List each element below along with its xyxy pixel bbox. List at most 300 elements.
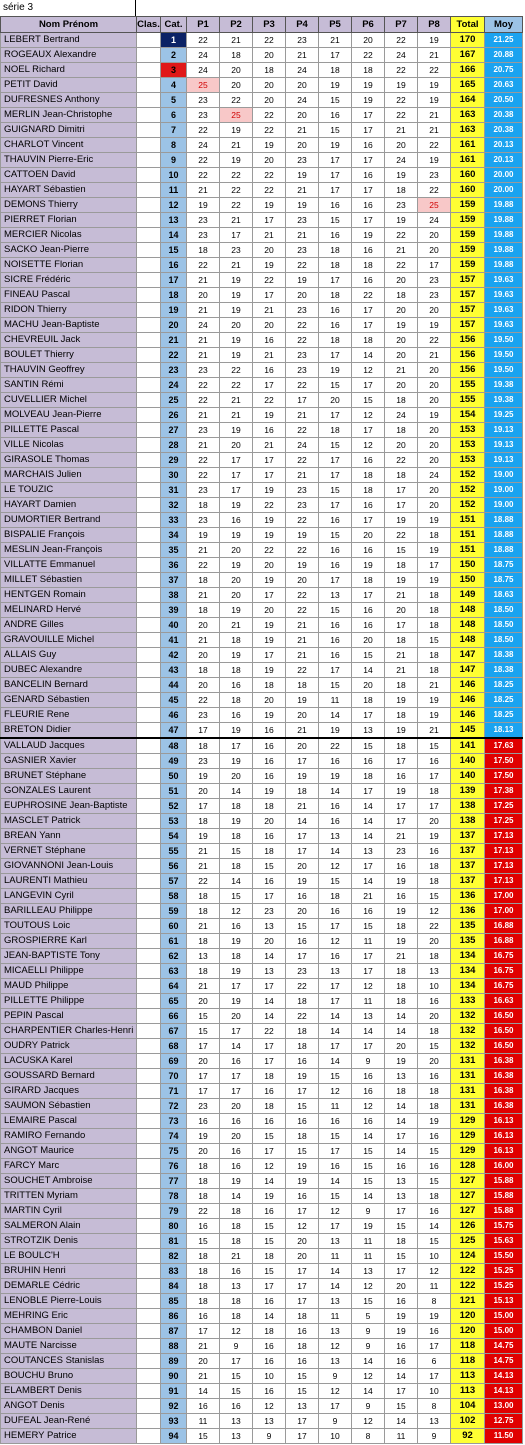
score-p3: 19 bbox=[253, 138, 286, 153]
player-name: FLEURIE Rene bbox=[1, 708, 137, 723]
player-name: GRAVOUILLE Michel bbox=[1, 633, 137, 648]
score-p4: 17 bbox=[286, 1294, 319, 1309]
score-p6: 17 bbox=[352, 108, 385, 123]
moy-cell: 17.50 bbox=[485, 769, 523, 784]
score-p4: 23 bbox=[286, 153, 319, 168]
score-p4: 23 bbox=[286, 363, 319, 378]
score-p2: 23 bbox=[220, 243, 253, 258]
table-row bbox=[1, 769, 523, 784]
score-p2: 17 bbox=[220, 1069, 253, 1084]
total-cell: 148 bbox=[451, 618, 485, 633]
score-p3: 12 bbox=[253, 1159, 286, 1174]
total-cell: 127 bbox=[451, 1189, 485, 1204]
score-p1: 23 bbox=[187, 93, 220, 108]
score-p2: 19 bbox=[220, 1174, 253, 1189]
score-p5: 9 bbox=[319, 1414, 352, 1429]
score-p8: 14 bbox=[418, 1219, 451, 1234]
score-p3: 18 bbox=[253, 1099, 286, 1114]
total-cell: 160 bbox=[451, 168, 485, 183]
score-p2: 18 bbox=[220, 829, 253, 844]
score-p7: 18 bbox=[385, 708, 418, 723]
score-p4: 17 bbox=[286, 829, 319, 844]
score-p7: 19 bbox=[385, 78, 418, 93]
score-p8: 11 bbox=[418, 1279, 451, 1294]
score-p4: 15 bbox=[286, 1144, 319, 1159]
score-p4: 24 bbox=[286, 63, 319, 78]
clas-cell bbox=[137, 889, 161, 904]
player-name: ANGOT Maurice bbox=[1, 1144, 137, 1159]
score-p5: 20 bbox=[319, 393, 352, 408]
score-p5: 11 bbox=[319, 1309, 352, 1324]
score-p3: 19 bbox=[253, 198, 286, 213]
score-p6: 16 bbox=[352, 754, 385, 769]
score-p4: 12 bbox=[286, 1219, 319, 1234]
score-p7: 22 bbox=[385, 93, 418, 108]
clas-cell bbox=[137, 153, 161, 168]
score-p5: 17 bbox=[319, 273, 352, 288]
player-name: GENARD Sébastien bbox=[1, 693, 137, 708]
header-row bbox=[1, 17, 523, 33]
score-p7: 17 bbox=[385, 814, 418, 829]
score-p1: 21 bbox=[187, 633, 220, 648]
table-row bbox=[1, 648, 523, 663]
score-p5: 18 bbox=[319, 288, 352, 303]
score-p3: 21 bbox=[253, 228, 286, 243]
score-p4: 19 bbox=[286, 693, 319, 708]
player-name: PETIT David bbox=[1, 78, 137, 93]
clas-cell bbox=[137, 1354, 161, 1369]
score-p7: 17 bbox=[385, 1384, 418, 1399]
score-p7: 20 bbox=[385, 138, 418, 153]
score-p8: 18 bbox=[418, 588, 451, 603]
table-row bbox=[1, 1324, 523, 1339]
clas-cell bbox=[137, 288, 161, 303]
score-p4: 18 bbox=[286, 1129, 319, 1144]
score-p2: 17 bbox=[220, 453, 253, 468]
header-name: Nom Prénom bbox=[1, 17, 137, 33]
score-p7: 17 bbox=[385, 618, 418, 633]
score-p2: 18 bbox=[220, 1204, 253, 1219]
table-row bbox=[1, 528, 523, 543]
score-p2: 19 bbox=[220, 723, 253, 739]
moy-cell: 18.88 bbox=[485, 513, 523, 528]
player-name: MARTIN Cyril bbox=[1, 1204, 137, 1219]
score-p7: 19 bbox=[385, 1054, 418, 1069]
score-p8: 19 bbox=[418, 318, 451, 333]
score-p3: 15 bbox=[253, 859, 286, 874]
score-p2: 19 bbox=[220, 994, 253, 1009]
score-p8: 16 bbox=[418, 844, 451, 859]
score-p5: 18 bbox=[319, 258, 352, 273]
score-p8: 21 bbox=[418, 723, 451, 739]
score-p3: 15 bbox=[253, 1129, 286, 1144]
series-label: série 3 bbox=[3, 2, 34, 13]
clas-cell bbox=[137, 1219, 161, 1234]
moy-cell: 15.25 bbox=[485, 1264, 523, 1279]
score-p8: 20 bbox=[418, 303, 451, 318]
cat-cell: 55 bbox=[161, 844, 187, 859]
clas-cell bbox=[137, 859, 161, 874]
total-cell: 164 bbox=[451, 93, 485, 108]
score-p7: 18 bbox=[385, 288, 418, 303]
moy-cell: 15.25 bbox=[485, 1279, 523, 1294]
score-p3: 18 bbox=[253, 1249, 286, 1264]
clas-cell bbox=[137, 1339, 161, 1354]
score-p4: 22 bbox=[286, 378, 319, 393]
score-p8: 21 bbox=[418, 123, 451, 138]
player-name: OUDRY Patrick bbox=[1, 1039, 137, 1054]
moy-cell: 15.00 bbox=[485, 1309, 523, 1324]
score-p3: 16 bbox=[253, 874, 286, 889]
score-p3: 20 bbox=[253, 243, 286, 258]
player-name: VILLATTE Emmanuel bbox=[1, 558, 137, 573]
score-p6: 19 bbox=[352, 558, 385, 573]
score-p4: 22 bbox=[286, 588, 319, 603]
clas-cell bbox=[137, 1039, 161, 1054]
score-p7: 14 bbox=[385, 1144, 418, 1159]
score-p4: 22 bbox=[286, 513, 319, 528]
clas-cell bbox=[137, 603, 161, 618]
moy-cell: 16.13 bbox=[485, 1144, 523, 1159]
total-cell: 152 bbox=[451, 483, 485, 498]
table-row bbox=[1, 964, 523, 979]
clas-cell bbox=[137, 93, 161, 108]
score-p6: 12 bbox=[352, 1099, 385, 1114]
score-p4: 19 bbox=[286, 769, 319, 784]
score-p5: 16 bbox=[319, 303, 352, 318]
moy-cell: 19.88 bbox=[485, 198, 523, 213]
moy-cell: 17.25 bbox=[485, 814, 523, 829]
score-p6: 12 bbox=[352, 408, 385, 423]
score-p7: 24 bbox=[385, 153, 418, 168]
score-p3: 14 bbox=[253, 1309, 286, 1324]
score-p4: 23 bbox=[286, 303, 319, 318]
cat-cell: 63 bbox=[161, 964, 187, 979]
score-p8: 20 bbox=[418, 378, 451, 393]
score-p8: 20 bbox=[418, 243, 451, 258]
table-row bbox=[1, 633, 523, 648]
score-p7: 19 bbox=[385, 318, 418, 333]
total-cell: 132 bbox=[451, 1024, 485, 1039]
cat-cell: 46 bbox=[161, 708, 187, 723]
player-name: SALMERON Alain bbox=[1, 1219, 137, 1234]
clas-cell bbox=[137, 543, 161, 558]
total-cell: 152 bbox=[451, 498, 485, 513]
score-p4: 22 bbox=[286, 318, 319, 333]
cat-cell: 29 bbox=[161, 453, 187, 468]
score-p6: 16 bbox=[352, 168, 385, 183]
header-total: Total bbox=[451, 17, 485, 33]
score-p4: 19 bbox=[286, 558, 319, 573]
score-p3: 22 bbox=[253, 168, 286, 183]
table-row bbox=[1, 258, 523, 273]
total-cell: 120 bbox=[451, 1324, 485, 1339]
total-cell: 113 bbox=[451, 1384, 485, 1399]
player-name: STROTZIK Denis bbox=[1, 1234, 137, 1249]
total-cell: 133 bbox=[451, 994, 485, 1009]
score-p3: 22 bbox=[253, 108, 286, 123]
score-p5: 16 bbox=[319, 1159, 352, 1174]
total-cell: 121 bbox=[451, 1294, 485, 1309]
total-cell: 127 bbox=[451, 1174, 485, 1189]
clas-cell bbox=[137, 1249, 161, 1264]
score-p1: 23 bbox=[187, 363, 220, 378]
score-p8: 12 bbox=[418, 1264, 451, 1279]
score-p4: 23 bbox=[286, 33, 319, 48]
clas-cell bbox=[137, 558, 161, 573]
score-p8: 19 bbox=[418, 708, 451, 723]
score-p2: 20 bbox=[220, 1129, 253, 1144]
score-p4: 16 bbox=[286, 934, 319, 949]
score-p7: 20 bbox=[385, 1039, 418, 1054]
table-row bbox=[1, 1039, 523, 1054]
moy-cell: 15.75 bbox=[485, 1219, 523, 1234]
score-p6: 18 bbox=[352, 63, 385, 78]
score-p8: 20 bbox=[418, 934, 451, 949]
cat-cell: 57 bbox=[161, 874, 187, 889]
moy-cell: 20.00 bbox=[485, 183, 523, 198]
score-p3: 19 bbox=[253, 258, 286, 273]
score-p8: 22 bbox=[418, 183, 451, 198]
moy-cell: 17.38 bbox=[485, 784, 523, 799]
player-name: MELINARD Hervé bbox=[1, 603, 137, 618]
score-p7: 18 bbox=[385, 633, 418, 648]
score-p5: 19 bbox=[319, 363, 352, 378]
score-p3: 13 bbox=[253, 919, 286, 934]
total-cell: 159 bbox=[451, 198, 485, 213]
player-name: HAYART Damien bbox=[1, 498, 137, 513]
score-p5: 16 bbox=[319, 618, 352, 633]
total-cell: 146 bbox=[451, 693, 485, 708]
score-p4: 17 bbox=[286, 1279, 319, 1294]
score-p6: 18 bbox=[352, 693, 385, 708]
clas-cell bbox=[137, 528, 161, 543]
score-p7: 24 bbox=[385, 48, 418, 63]
score-p4: 19 bbox=[286, 1159, 319, 1174]
total-cell: 151 bbox=[451, 513, 485, 528]
table-row bbox=[1, 1009, 523, 1024]
moy-cell: 18.13 bbox=[485, 723, 523, 739]
table-row bbox=[1, 1384, 523, 1399]
table-row bbox=[1, 198, 523, 213]
cat-cell: 20 bbox=[161, 318, 187, 333]
score-p4: 22 bbox=[286, 979, 319, 994]
score-p3: 15 bbox=[253, 1219, 286, 1234]
score-p1: 17 bbox=[187, 799, 220, 814]
total-cell: 131 bbox=[451, 1084, 485, 1099]
total-cell: 140 bbox=[451, 769, 485, 784]
score-p5: 17 bbox=[319, 1399, 352, 1414]
score-p6: 9 bbox=[352, 1324, 385, 1339]
score-p3: 22 bbox=[253, 123, 286, 138]
score-p8: 13 bbox=[418, 1414, 451, 1429]
score-p4: 21 bbox=[286, 408, 319, 423]
score-p6: 19 bbox=[352, 93, 385, 108]
player-name: BREAN Yann bbox=[1, 829, 137, 844]
cat-cell: 90 bbox=[161, 1369, 187, 1384]
score-p1: 22 bbox=[187, 258, 220, 273]
ranking-table bbox=[0, 16, 523, 1444]
score-p7: 16 bbox=[385, 889, 418, 904]
score-p7: 18 bbox=[385, 183, 418, 198]
score-p5: 9 bbox=[319, 1369, 352, 1384]
clas-cell bbox=[137, 213, 161, 228]
total-cell: 156 bbox=[451, 363, 485, 378]
clas-cell bbox=[137, 1399, 161, 1414]
score-p2: 19 bbox=[220, 348, 253, 363]
moy-cell: 16.75 bbox=[485, 964, 523, 979]
score-p5: 17 bbox=[319, 1039, 352, 1054]
player-name: DUFEAL Jean-René bbox=[1, 1414, 137, 1429]
total-cell: 140 bbox=[451, 754, 485, 769]
score-p1: 18 bbox=[187, 934, 220, 949]
score-p6: 20 bbox=[352, 33, 385, 48]
total-cell: 134 bbox=[451, 979, 485, 994]
score-p6: 17 bbox=[352, 123, 385, 138]
score-p7: 19 bbox=[385, 693, 418, 708]
table-row bbox=[1, 453, 523, 468]
score-p6: 18 bbox=[352, 483, 385, 498]
score-p6: 12 bbox=[352, 1369, 385, 1384]
score-p8: 10 bbox=[418, 979, 451, 994]
score-p7: 20 bbox=[385, 273, 418, 288]
moy-cell: 11.50 bbox=[485, 1429, 523, 1444]
score-p7: 18 bbox=[385, 738, 418, 754]
score-p8: 8 bbox=[418, 1399, 451, 1414]
player-name: SACKO Jean-Pierre bbox=[1, 243, 137, 258]
total-cell: 149 bbox=[451, 588, 485, 603]
header-cat: Cat. bbox=[161, 17, 187, 33]
score-p5: 17 bbox=[319, 348, 352, 363]
score-p7: 14 bbox=[385, 1099, 418, 1114]
score-p1: 21 bbox=[187, 438, 220, 453]
score-p5: 13 bbox=[319, 1294, 352, 1309]
score-p2: 17 bbox=[220, 738, 253, 754]
table-row bbox=[1, 723, 523, 739]
score-p2: 21 bbox=[220, 393, 253, 408]
score-p6: 15 bbox=[352, 738, 385, 754]
player-name: CHARPENTIER Charles-Henri bbox=[1, 1024, 137, 1039]
player-name: MESLIN Jean-François bbox=[1, 543, 137, 558]
table-row bbox=[1, 288, 523, 303]
header-moy: Moy bbox=[485, 17, 523, 33]
cat-cell: 25 bbox=[161, 393, 187, 408]
score-p5: 17 bbox=[319, 1144, 352, 1159]
score-p7: 18 bbox=[385, 919, 418, 934]
cat-cell: 23 bbox=[161, 363, 187, 378]
score-p6: 12 bbox=[352, 363, 385, 378]
score-p1: 20 bbox=[187, 994, 220, 1009]
score-p7: 21 bbox=[385, 829, 418, 844]
clas-cell bbox=[137, 829, 161, 844]
table-row bbox=[1, 108, 523, 123]
score-p7: 18 bbox=[385, 393, 418, 408]
score-p1: 18 bbox=[187, 573, 220, 588]
player-name: DUFRESNES Anthony bbox=[1, 93, 137, 108]
player-name: NOISETTE Florian bbox=[1, 258, 137, 273]
cat-cell: 49 bbox=[161, 754, 187, 769]
score-p1: 21 bbox=[187, 844, 220, 859]
total-cell: 148 bbox=[451, 633, 485, 648]
score-p2: 18 bbox=[220, 633, 253, 648]
clas-cell bbox=[137, 799, 161, 814]
score-p5: 17 bbox=[319, 979, 352, 994]
cat-cell: 93 bbox=[161, 1414, 187, 1429]
clas-cell bbox=[137, 303, 161, 318]
player-name: GIRASOLE Thomas bbox=[1, 453, 137, 468]
cat-cell: 4 bbox=[161, 78, 187, 93]
score-p7: 18 bbox=[385, 558, 418, 573]
score-p5: 12 bbox=[319, 859, 352, 874]
score-p3: 15 bbox=[253, 1234, 286, 1249]
cat-cell: 60 bbox=[161, 919, 187, 934]
player-name: BOUCHU Bruno bbox=[1, 1369, 137, 1384]
player-name: THAUVIN Geoffrey bbox=[1, 363, 137, 378]
cat-cell: 3 bbox=[161, 63, 187, 78]
total-cell: 155 bbox=[451, 378, 485, 393]
cat-cell: 37 bbox=[161, 573, 187, 588]
total-cell: 138 bbox=[451, 799, 485, 814]
clas-cell bbox=[137, 1054, 161, 1069]
player-name: DEMONS Thierry bbox=[1, 198, 137, 213]
cat-cell: 83 bbox=[161, 1264, 187, 1279]
player-name: CHEVREUIL Jack bbox=[1, 333, 137, 348]
score-p5: 19 bbox=[319, 723, 352, 739]
score-p3: 16 bbox=[253, 1354, 286, 1369]
moy-cell: 16.50 bbox=[485, 1039, 523, 1054]
score-p1: 18 bbox=[187, 243, 220, 258]
score-p8: 20 bbox=[418, 363, 451, 378]
score-p5: 15 bbox=[319, 528, 352, 543]
score-p4: 21 bbox=[286, 468, 319, 483]
score-p1: 23 bbox=[187, 213, 220, 228]
score-p6: 15 bbox=[352, 648, 385, 663]
score-p8: 20 bbox=[418, 814, 451, 829]
score-p7: 15 bbox=[385, 1219, 418, 1234]
total-cell: 141 bbox=[451, 738, 485, 754]
score-p5: 16 bbox=[319, 648, 352, 663]
score-p8: 17 bbox=[418, 799, 451, 814]
score-p1: 18 bbox=[187, 889, 220, 904]
score-p5: 17 bbox=[319, 468, 352, 483]
score-p8: 15 bbox=[418, 633, 451, 648]
score-p6: 19 bbox=[352, 228, 385, 243]
cat-cell: 30 bbox=[161, 468, 187, 483]
score-p2: 19 bbox=[220, 648, 253, 663]
score-p3: 14 bbox=[253, 994, 286, 1009]
table-row bbox=[1, 799, 523, 814]
moy-cell: 18.25 bbox=[485, 708, 523, 723]
score-p1: 24 bbox=[187, 48, 220, 63]
moy-cell: 19.63 bbox=[485, 318, 523, 333]
total-cell: 170 bbox=[451, 33, 485, 48]
cat-cell: 47 bbox=[161, 723, 187, 739]
score-p2: 18 bbox=[220, 663, 253, 678]
player-name: SAUMON Sébastien bbox=[1, 1099, 137, 1114]
moy-cell: 16.00 bbox=[485, 1159, 523, 1174]
score-p5: 10 bbox=[319, 1429, 352, 1444]
score-p8: 15 bbox=[418, 889, 451, 904]
player-name: MAUD Philippe bbox=[1, 979, 137, 994]
clas-cell bbox=[137, 438, 161, 453]
cat-cell: 73 bbox=[161, 1114, 187, 1129]
score-p2: 22 bbox=[220, 183, 253, 198]
score-p2: 16 bbox=[220, 1054, 253, 1069]
score-p1: 18 bbox=[187, 1174, 220, 1189]
table-row bbox=[1, 303, 523, 318]
player-name: ALLAIS Guy bbox=[1, 648, 137, 663]
table-row bbox=[1, 1369, 523, 1384]
